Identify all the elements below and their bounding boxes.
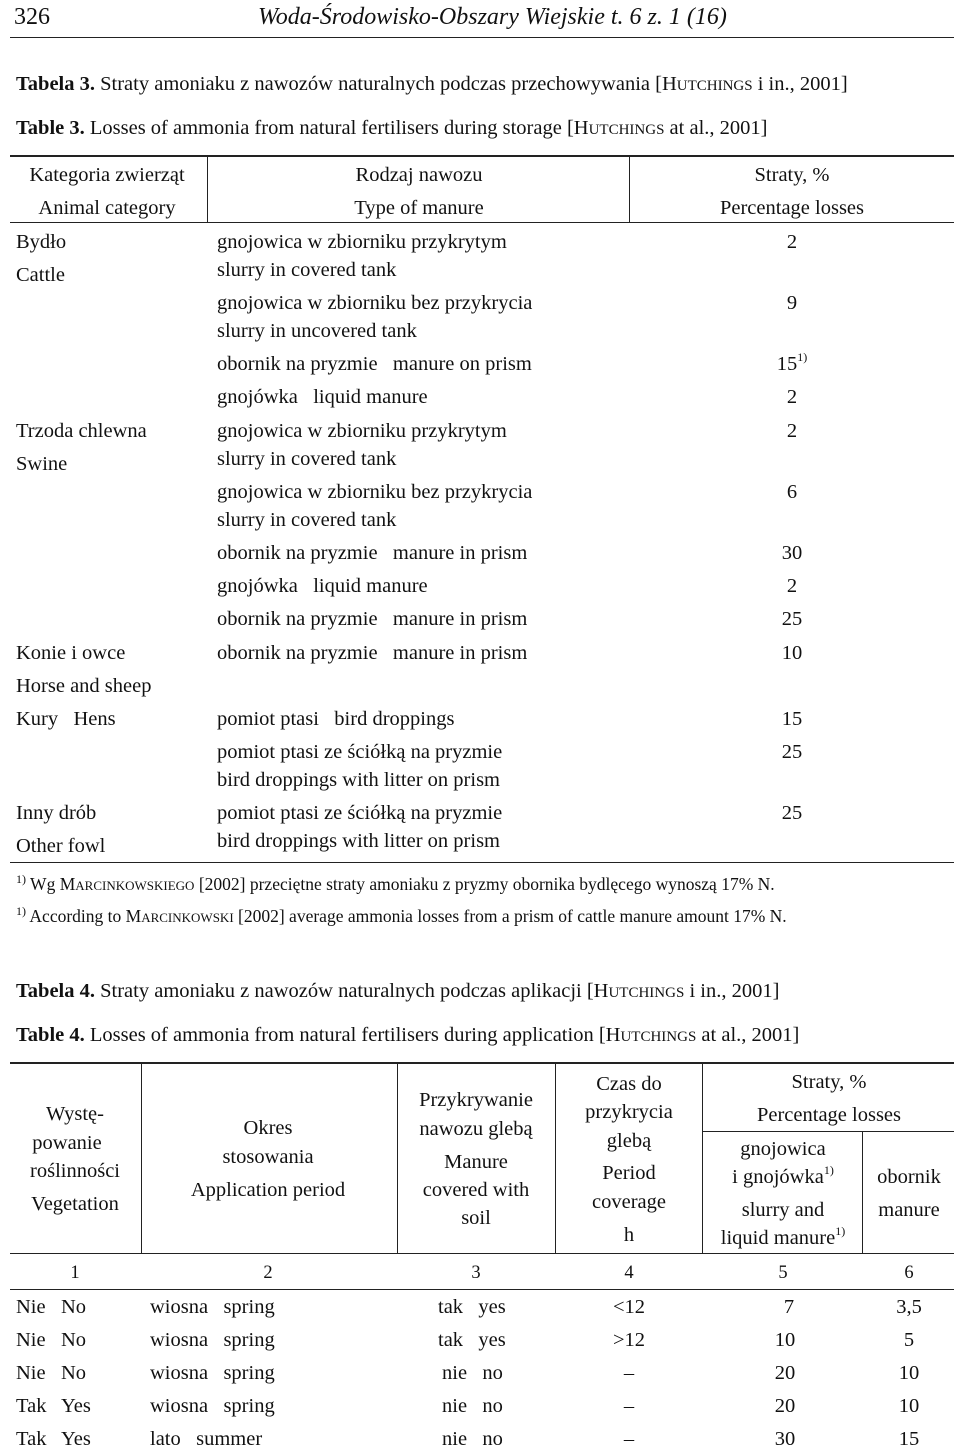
t4-row-1-covered: tak yes: [438, 1296, 506, 1318]
table3-caption-en: Table 3. Losses of ammonia from natural fertilisers during storage [HUTCHINGS at al., 2001]: [16, 117, 768, 139]
t4-row-5-slurry: 30: [774, 1428, 796, 1450]
category-fowl-en: Other fowl: [16, 835, 106, 857]
footnote-pl: $^{1)}$ Wg MARCINKOWSKIEGO [2002] przeciętne straty amoniaku z pryzmy obornika bydlęcego wynoszą 17% N.: [16, 872, 775, 894]
t4-header-manure-2: manure: [878, 1199, 940, 1221]
t4-header-period-3: Application period: [190, 1179, 346, 1201]
t4-header-manure-1: obornik: [877, 1166, 941, 1188]
t3-row-5-manure-en: slurry in covered tank: [217, 448, 397, 470]
t4-header-veg-3: roślinności: [30, 1160, 120, 1182]
t4-header-time-2: przykrycia: [585, 1101, 673, 1123]
category-horse-pl: Konie i owce: [16, 642, 126, 664]
t4-header-slurry-4: liquid manure$^{1)}$: [720, 1224, 846, 1249]
t3-row-7-manure: obornik na pryzmie manure in prism: [217, 542, 528, 564]
t4-row-4-veg: Tak Yes: [16, 1395, 91, 1417]
t4-row-4-covered: nie no: [442, 1395, 503, 1417]
t4-header-cov-4: covered with: [422, 1179, 530, 1201]
table4-caption-pl: Tabela 4. Straty amoniaku z nawozów naturalnych podczas aplikacji [HUTCHINGS i in., 2001]: [16, 980, 780, 1002]
table3-caption-pl: Tabela 3. Straty amoniaku z nawozów naturalnych podczas przechowywania [HUTCHINGS i in., 2001]: [16, 73, 848, 95]
t4-colnum-5: 5: [778, 1263, 788, 1283]
t4-header-cov-3: Manure: [444, 1151, 508, 1173]
t3-row-13-loss: 25: [781, 802, 803, 824]
t4-header-slurry-3: slurry and: [741, 1199, 825, 1221]
t3-row-8-loss: 2: [786, 575, 798, 597]
t4-row-4-period: wiosna spring: [150, 1395, 275, 1417]
t4-header-time-3: glebą: [606, 1130, 652, 1152]
t3-row-6-loss: 6: [786, 481, 798, 503]
t3-row-1-loss: 2: [786, 231, 798, 253]
t4-row-4-time: –: [623, 1395, 635, 1417]
category-swine-en: Swine: [16, 453, 68, 475]
t4-header-time-5: coverage: [592, 1191, 666, 1213]
t4-header-slurry-1: gnojowica: [740, 1138, 826, 1160]
table3-header-divider-1: [207, 156, 208, 223]
t4-colnum-4: 4: [624, 1263, 634, 1283]
t3-row-13-manure-en: bird droppings with litter on prism: [217, 830, 500, 852]
table3-header-divider-2: [629, 156, 630, 223]
header-rule: [10, 37, 954, 38]
t3-row-9-loss: 25: [781, 608, 803, 630]
t4-row-2-veg: Nie No: [16, 1329, 87, 1351]
t3-header-type-en: Type of manure: [354, 197, 484, 219]
t4-header-time-4: Period: [602, 1162, 656, 1184]
t4-colnum-1: 1: [70, 1263, 80, 1283]
t4-header-slurry-2: i gnojówka$^{1)}$: [732, 1163, 834, 1188]
t4-header-veg-2: powanie: [32, 1132, 102, 1154]
t3-header-type-pl: Rodzaj nawozu: [355, 164, 483, 186]
t4-vline-4: [702, 1063, 703, 1254]
t3-row-12-loss: 25: [781, 741, 803, 763]
t4-row-5-covered: nie no: [442, 1428, 503, 1450]
t4-row-2-period: wiosna spring: [150, 1329, 275, 1351]
t3-row-6-manure-en: slurry in covered tank: [217, 509, 397, 531]
t4-header-period-1: Okres: [243, 1117, 293, 1139]
t4-header-time-6: h: [623, 1224, 635, 1246]
table4-colnum-rule: [10, 1289, 954, 1290]
t4-row-3-veg: Nie No: [16, 1362, 87, 1384]
t4-header-cov-1: Przykrywanie: [419, 1089, 533, 1111]
t4-vline-5: [862, 1131, 863, 1254]
t4-row-5-period: lato summer: [150, 1428, 263, 1450]
t4-row-2-manure: 5: [903, 1329, 915, 1351]
t4-row-4-slurry: 20: [774, 1395, 796, 1417]
t4-row-3-slurry: 20: [774, 1362, 796, 1384]
t4-row-5-veg: Tak Yes: [16, 1428, 91, 1450]
t4-row-3-period: wiosna spring: [150, 1362, 275, 1384]
t3-row-1-manure-en: slurry in covered tank: [217, 259, 397, 281]
t4-header-loss-1: Straty, %: [791, 1071, 867, 1093]
t3-row-1-manure-pl: gnojowica w zbiorniku przykrytym: [217, 231, 507, 253]
t3-row-7-loss: 30: [781, 542, 803, 564]
t4-row-2-time: >12: [612, 1329, 646, 1351]
t4-row-4-manure: 10: [898, 1395, 920, 1417]
t4-header-loss-2: Percentage losses: [756, 1104, 902, 1126]
category-fowl-pl: Inny drób: [16, 802, 97, 824]
t3-row-5-manure-pl: gnojowica w zbiorniku przykrytym: [217, 420, 507, 442]
t3-row-10-manure: obornik na pryzmie manure in prism: [217, 642, 528, 664]
t3-row-11-loss: 15: [781, 708, 803, 730]
t3-header-category-pl: Kategoria zwierząt: [29, 164, 185, 186]
t4-row-5-time: –: [623, 1428, 635, 1450]
table4-caption-en: Table 4. Losses of ammonia from natural fertilisers during application [HUTCHINGS at al., 2001]: [16, 1024, 800, 1046]
t4-colnum-6: 6: [904, 1263, 914, 1283]
category-cattle-en: Cattle: [16, 264, 65, 286]
t4-row-1-period: wiosna spring: [150, 1296, 275, 1318]
t4-row-1-manure: 3,5: [896, 1296, 922, 1318]
t4-vline-1: [141, 1063, 142, 1254]
t4-colnum-2: 2: [263, 1263, 273, 1283]
t3-header-losses-en: Percentage losses: [719, 197, 865, 219]
t3-row-4-loss: 2: [786, 386, 798, 408]
t4-row-1-slurry: 7: [783, 1296, 795, 1318]
category-cattle-pl: Bydło: [16, 231, 67, 253]
t4-colnum-3: 3: [471, 1263, 481, 1283]
t4-header-veg-4: Vegetation: [31, 1193, 119, 1215]
footnote-en: $^{1)}$ According to MARCINKOWSKI [2002] average ammonia losses from a prism of cattle manure amount 17% N.: [16, 904, 787, 926]
t3-row-11-manure: pomiot ptasi bird droppings: [217, 708, 455, 730]
category-hens: Kury Hens: [16, 708, 116, 730]
journal-title: Woda-Środowisko-Obszary Wiejskie t. 6 z. 1 (16): [258, 4, 727, 30]
t4-header-veg-1: Wystę-: [46, 1103, 104, 1125]
t4-row-3-time: –: [623, 1362, 635, 1384]
t3-row-6-manure-pl: gnojowica w zbiorniku bez przykrycia: [217, 481, 533, 503]
t4-row-3-covered: nie no: [442, 1362, 503, 1384]
t3-row-13-manure-pl: pomiot ptasi ze ściółką na pryzmie: [217, 802, 503, 824]
t3-row-12-manure-pl: pomiot ptasi ze ściółką na pryzmie: [217, 741, 503, 763]
t3-row-3-loss: 15$^{1)}$: [776, 350, 808, 375]
t4-row-5-manure: 15: [898, 1428, 920, 1450]
t3-header-category-en: Animal category: [38, 197, 176, 219]
t3-row-2-manure-en: slurry in uncovered tank: [217, 320, 417, 342]
t3-row-5-loss: 2: [786, 420, 798, 442]
t4-row-1-time: <12: [612, 1296, 646, 1318]
t4-vline-3: [555, 1063, 556, 1254]
page-number: 326: [14, 4, 50, 30]
t4-vline-2: [397, 1063, 398, 1254]
t4-row-2-slurry: 10: [774, 1329, 796, 1351]
t4-row-2-covered: tak yes: [438, 1329, 506, 1351]
t4-header-time-1: Czas do: [596, 1073, 662, 1095]
t4-row-1-veg: Nie No: [16, 1296, 87, 1318]
t3-row-3-manure: obornik na pryzmie manure on prism: [217, 353, 532, 375]
t3-header-losses-pl: Straty, %: [754, 164, 830, 186]
t3-row-2-loss: 9: [786, 292, 798, 314]
t3-row-12-manure-en: bird droppings with litter on prism: [217, 769, 500, 791]
table3-header-rule: [10, 222, 954, 223]
t4-loss-underline: [702, 1131, 954, 1132]
t3-row-4-manure: gnojówka liquid manure: [217, 386, 428, 408]
category-horse-en: Horse and sheep: [16, 675, 152, 697]
t4-header-cov-5: soil: [461, 1207, 491, 1229]
t3-row-8-manure: gnojówka liquid manure: [217, 575, 428, 597]
table4-header-rule: [10, 1253, 954, 1254]
t3-row-2-manure-pl: gnojowica w zbiorniku bez przykrycia: [217, 292, 533, 314]
t4-row-3-manure: 10: [898, 1362, 920, 1384]
table4-top-rule: [10, 1062, 954, 1064]
category-swine-pl: Trzoda chlewna: [16, 420, 147, 442]
t3-row-10-loss: 10: [781, 642, 803, 664]
t4-header-period-2: stosowania: [222, 1146, 314, 1168]
t4-header-cov-2: nawozu glebą: [419, 1118, 533, 1140]
t3-row-9-manure: obornik na pryzmie manure in prism: [217, 608, 528, 630]
table3-top-rule: [10, 155, 954, 157]
table3-bottom-rule: [10, 862, 954, 863]
